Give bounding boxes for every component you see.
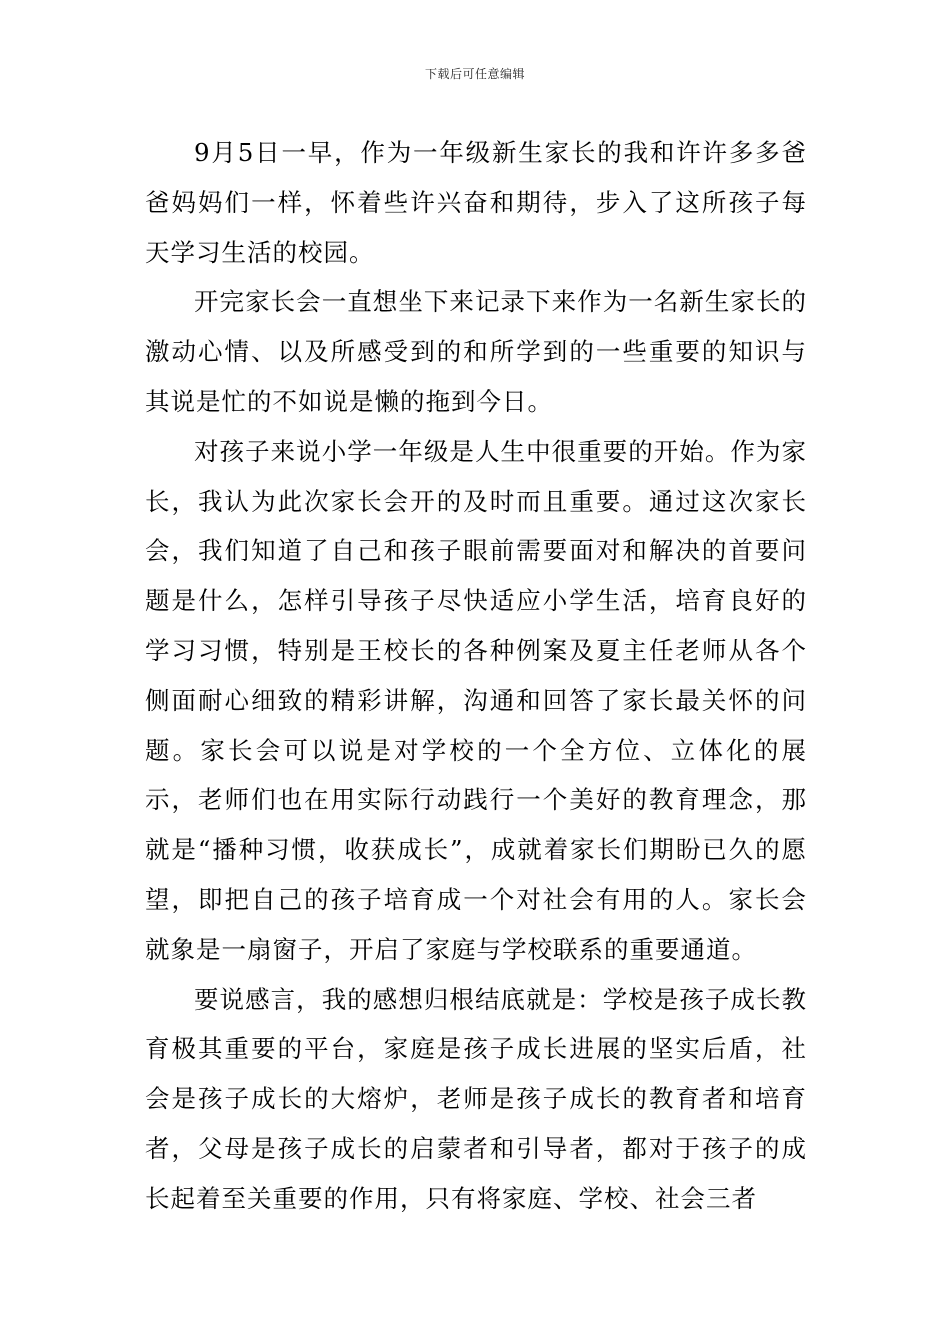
paragraph-2: 开完家长会一直想坐下来记录下来作为一名新生家长的激动心情、以及所感受到的和所学到的一些重要的知识与其说是忙的不如说是懒的拖到今日。 xyxy=(145,287,807,416)
document-body xyxy=(145,128,807,1224)
paragraph-1: 9月5日一早，作为一年级新生家长的我和许许多多爸爸妈妈们一样，怀着些许兴奋和期待，步入了这所孩子每天学习生活的校园。 xyxy=(145,138,807,267)
page-header-note: 下载后可任意编辑 xyxy=(424,67,525,81)
paragraph-3: 对孩子来说小学一年级是人生中很重要的开始。作为家长，我认为此次家长会开的及时而且重要。通过这次家长会，我们知道了自己和孩子眼前需要面对和解决的首要问题是什么，怎样引导孩子尽快适应小学生活，培育良好的学习习惯，特别是王校长的各种例案及夏主任老师从各个侧面耐心细致的精彩讲解，沟通和回答了家长最关怀的问题。家长会可以说是对学校的一个全方位、立体化的展示，老师们也在用实际行动践行一个美好的教育理念，那就是“播种习惯，收获成长”，成就着家长们期盼已久的愿望，即把自己的孩子培育成一个对社会有用的人。家长会就象是一扇窗子，开启了家庭与学校联系的重要通道。 xyxy=(145,436,807,964)
paragraph-4: 要说感言，我的感想归根结底就是：学校是孩子成长教育极其重要的平台，家庭是孩子成长进展的坚实后盾，社会是孩子成长的大熔炉，老师是孩子成长的教育者和培育者，父母是孩子成长的启蒙者和引导者，都对于孩子的成长起着至关重要的作用，只有将家庭、学校、社会三者 xyxy=(145,984,807,1213)
